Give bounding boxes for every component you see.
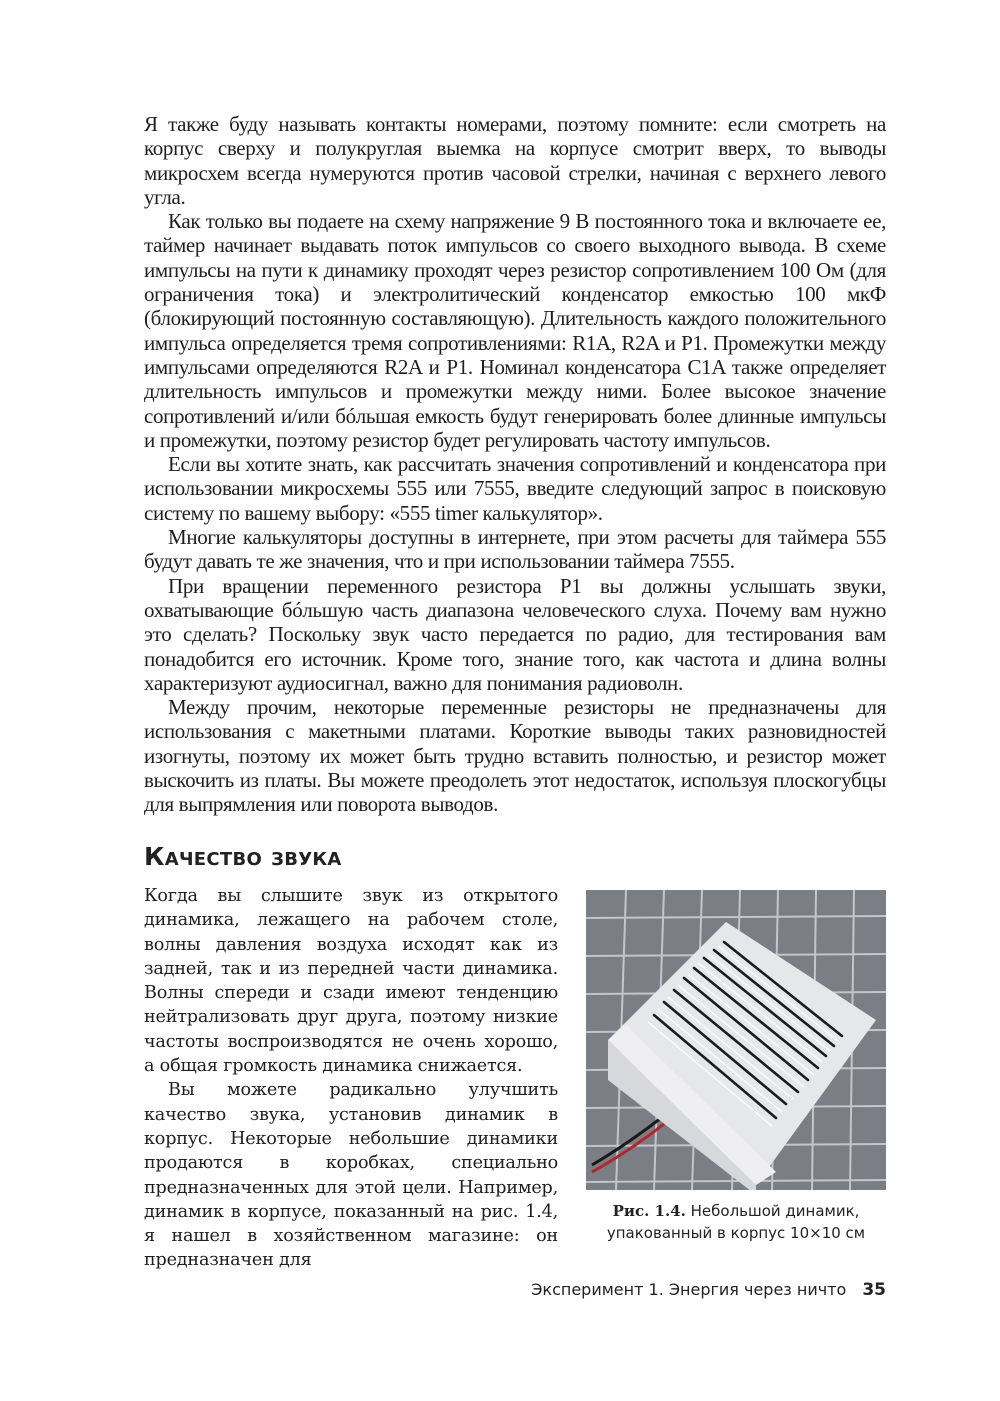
figure-caption: [580, 1200, 892, 1244]
main-text-block: [144, 112, 886, 817]
paragraph: Между прочим, некоторые переменные резисторы не предназначены для использования с макетными платами. Короткие выводы таких разновидностей изогнуты, поэтому их может быть трудно вставить полностью, и резистор может выскочить из платы. Вы можете преодолеть этот недостаток, используя плоскогубцы для выпрямления или поворота выводов.: [144, 695, 886, 817]
section-heading: Качество звука: [144, 842, 342, 871]
paragraph: Если вы хотите знать, как рассчитать значения сопротивлений и конденсатора при использовании микросхемы 555 или 7555, введите следующий запрос в поисковую систему по вашему выбору: «555 timer калькулятор».: [144, 452, 886, 525]
page-number: 35: [862, 1280, 886, 1300]
paragraph: Я также буду называть контакты номерами, поэтому помните: если смотреть на корпус сверху и полукруглая выемка на корпусе смотрит вверх, то выводы микросхем всегда нумеруются против часовой стрелки, начиная с верхнего левого угла.: [144, 112, 886, 209]
paragraph: Вы можете радикально улучшить качество звука, установив динамик в корпус. Некоторые небольшие динамики продаются в коробках, специально предназначенных для этой цели. Например, динамик в корпусе, показанный на рис. 1.4, я нашел в хозяйственном магазине: он предназначен для: [144, 1080, 558, 1271]
paragraph: Многие калькуляторы доступны в интернете, при этом расчеты для таймера 555 будут давать те же значения, что и при использовании таймера 7555.: [144, 525, 886, 574]
running-title: Эксперимент 1. Энергия через ничто: [531, 1280, 847, 1299]
paragraph: Когда вы слышите звук из открытого динамика, лежащего на рабочем столе, волны давления воздуха исходят как из задней, так и из передней части динамика. Волны спереди и сзади имеют тенденцию нейтрализовать друг друга, поэтому низкие частоты воспроизводятся не очень хорошо, а общая громкость динамика снижается.: [144, 886, 558, 1077]
speaker-box-photo-icon: [586, 890, 886, 1190]
figure-caption-text: Небольшой динамик, упакованный в корпус 10×10 см: [606, 1202, 866, 1242]
figure-caption-label: Рис. 1.4.: [612, 1202, 686, 1220]
paragraph: При вращении переменного резистора P1 вы должны услышать звуки, охватывающие бóльшую часть диапазона человеческого слуха. Почему вам нужно это сделать? Поскольку звук часто передается по радио, для тестирования вам понадобится его источник. Кроме того, знание того, как частота и длина волны характеризуют аудиосигнал, важно для понимания радиоволн.: [144, 573, 886, 695]
section-text-column: [144, 884, 558, 1273]
page-footer: [531, 1280, 886, 1300]
paragraph: Как только вы подаете на схему напряжение 9 В постоянного тока и включаете ее, таймер начинает выдавать поток импульсов со своего выходного вывода. В схеме импульсы на пути к динамику проходят через резистор сопротивлением 100 Ом (для ограничения тока) и электролитический конденсатор емкостью 100 мкФ (блокирующий постоянную составляющую). Длительность каждого положительного импульса определяется тремя сопротивлениями: R1A, R2A и P1. Промежутки между импульсами определяются R2A и P1. Номинал конденсатора C1A также определяет длительность импульсов и промежутки между ними. Более высокое значение сопротивлений и/или бóльшая емкость будут генерировать более длинные импульсы и промежутки, поэтому резистор будет регулировать частоту импульсов.: [144, 209, 886, 452]
